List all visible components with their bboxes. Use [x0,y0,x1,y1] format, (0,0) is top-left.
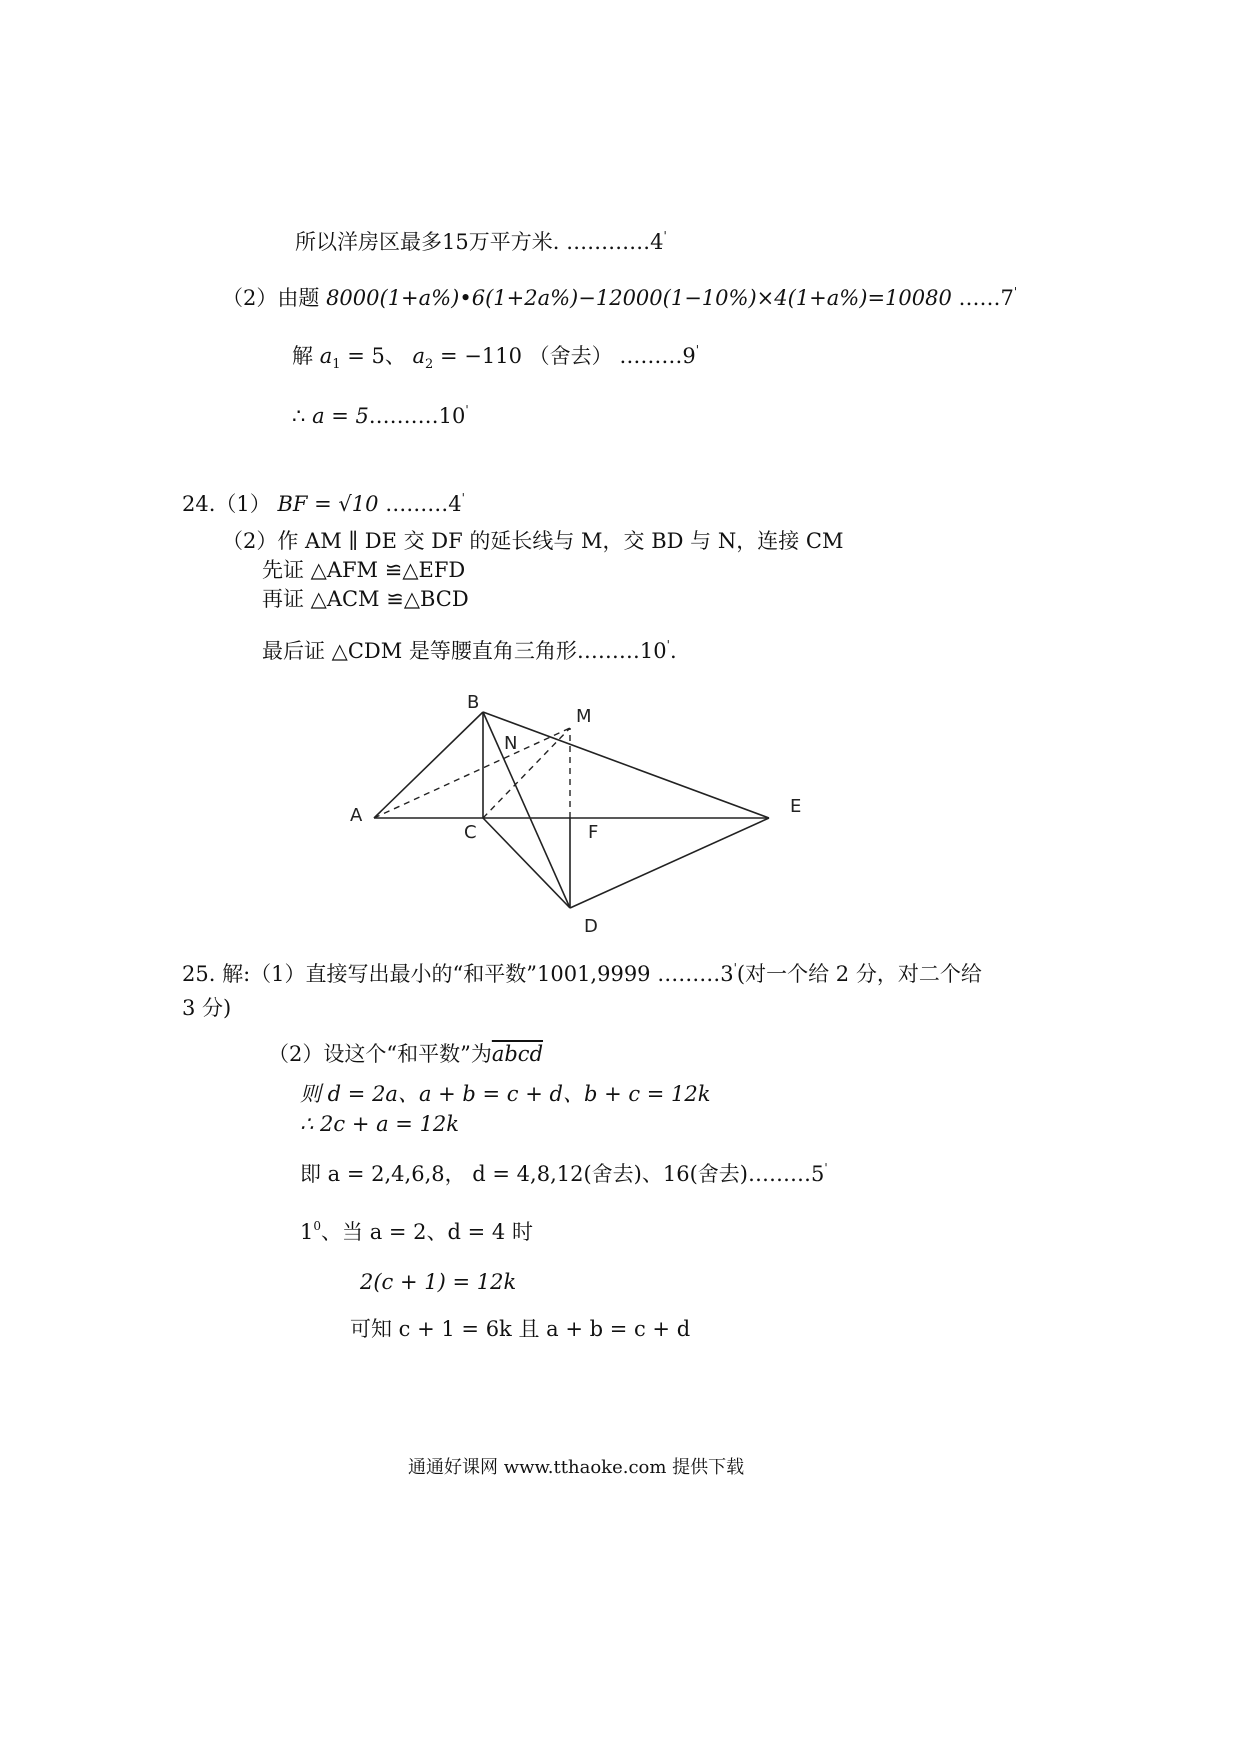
label-D: D [584,916,598,937]
segment-BE [483,712,769,818]
segment-CD [483,818,570,908]
text: 即 a = 2,4,6,8， d = 4,8,12(舍去)、16(舍去) [300,1162,748,1186]
prefix: 解 [292,344,313,368]
line-solution: 解 $a_1 = 5$、 $a_2 = -110$ （舍去） ………9' [292,343,700,372]
text: 可知 c + 1 = 6k 且 a + b = c + d [350,1317,691,1341]
label-E: E [790,796,802,817]
a2-var: a [412,344,426,368]
text: （2）设这个“和平数”为 [268,1042,492,1066]
text: 25. 解:（1）直接写出最小的“和平数” [182,962,537,986]
q25-line1: 25. 解:（1）直接写出最小的“和平数”1001,9999 ………3'(对一个给 2 分，对二个给 [182,961,982,986]
q25-line2 [182,994,231,1022]
text: 1 [300,1220,314,1244]
q25-line3 [268,1040,543,1068]
score: 5 [810,1162,825,1186]
numbers: 1001,9999 [536,962,651,986]
q25-line6: 即 a = 2,4,6,8， d = 4,8,12(舍去)、16(舍去)………5' [300,1161,828,1186]
label-N: N [504,733,518,754]
q24-part2-line1 [222,527,843,555]
page-footer: 通通好课网 www.tthaoke.com 提供下载 [408,1457,745,1478]
dots: .……… [368,404,439,428]
sup: 0 [313,1219,322,1233]
score: 10 [438,404,466,428]
text-b: 、当 a = 2、d = 4 时 [321,1220,533,1244]
q24-part2-line3 [262,585,469,613]
dots: ……… [657,962,721,986]
equation: BF = √10 [277,492,379,516]
score: 10 [639,639,667,663]
dots: …… [958,286,1001,310]
end: . [669,639,677,663]
label-M: M [576,706,592,727]
text: 所以洋房区最多15万平方米. [295,230,560,254]
q24-part2-line2 [262,556,465,584]
a1-var: a [319,344,333,368]
dots: ……… [747,1162,811,1186]
label-F: F [588,822,599,843]
label: 24.（1） [182,492,271,516]
q25-line5 [300,1110,459,1138]
q25-line4 [300,1080,711,1108]
equation: 8000(1+a%)•6(1+2a%)−12000(1−10%)×4(1+a%)=10080 [326,286,952,310]
label-C: C [464,822,477,843]
line-equation: （2）由题 8000(1+a%)•6(1+2a%)−12000(1−10%)×4(1+a%)=10080 ……7' [222,285,1018,310]
score: 4 [650,230,664,254]
q24-part2-line4: 最后证 △CDM 是等腰直角三角形………10'. [262,638,677,663]
segment-AB [374,712,483,818]
label-A: A [350,805,363,826]
segment-BD [483,712,570,908]
a1-val: = 5、 [347,344,406,368]
dots: ……… [576,639,640,663]
text-note: (对一个给 2 分，对二个给 [736,962,982,986]
text: 最后证 △CDM 是等腰直角三角形 [262,639,577,663]
text: ∴ 2c + a = 12k [300,1112,460,1136]
text: 先证 △AFM ≌△EFD [262,558,466,582]
a1-sub: 1 [332,357,341,372]
score: 9 [682,344,696,368]
label-B: B [467,692,480,713]
a2-sub: 2 [425,357,434,372]
prefix: ∴ [292,404,306,428]
q25-line7 [300,1212,533,1246]
q25-line8 [360,1268,516,1296]
line-conclusion-1: 所以洋房区最多15万平方米. …………4' [295,229,667,254]
text: 3 分) [182,996,232,1020]
text: 2(c + 1) = 12k [360,1270,517,1294]
q24-part1: 24.（1） BF = √10 ………4' [182,491,465,516]
number-var: abcd [491,1042,544,1066]
equation: a = 5 [312,404,369,428]
dots: ………… [566,230,651,254]
text: 再证 △ACM ≌△BCD [262,587,469,611]
score: 3 [720,962,734,986]
q25-line9 [350,1315,690,1343]
segment-AM-dashed [374,728,570,818]
dots: ……… [385,492,449,516]
segment-CM-dashed [483,728,570,818]
note: （舍去） [528,344,613,368]
text: 则 d = 2a、a + b = c + d、b + c = 12k [300,1082,711,1106]
line-therefore: ∴ a = 5.………10' [292,403,469,428]
score: 7 [1000,286,1014,310]
segment-DE [570,818,769,908]
dots: ……… [619,344,683,368]
a2-val: = −110 [440,344,522,368]
label: （2）由题 [222,286,320,310]
score: 4 [448,492,462,516]
text: （2）作 AM ∥ DE 交 DF 的延长线与 M，交 BD 与 N，连接 CM [222,529,844,553]
